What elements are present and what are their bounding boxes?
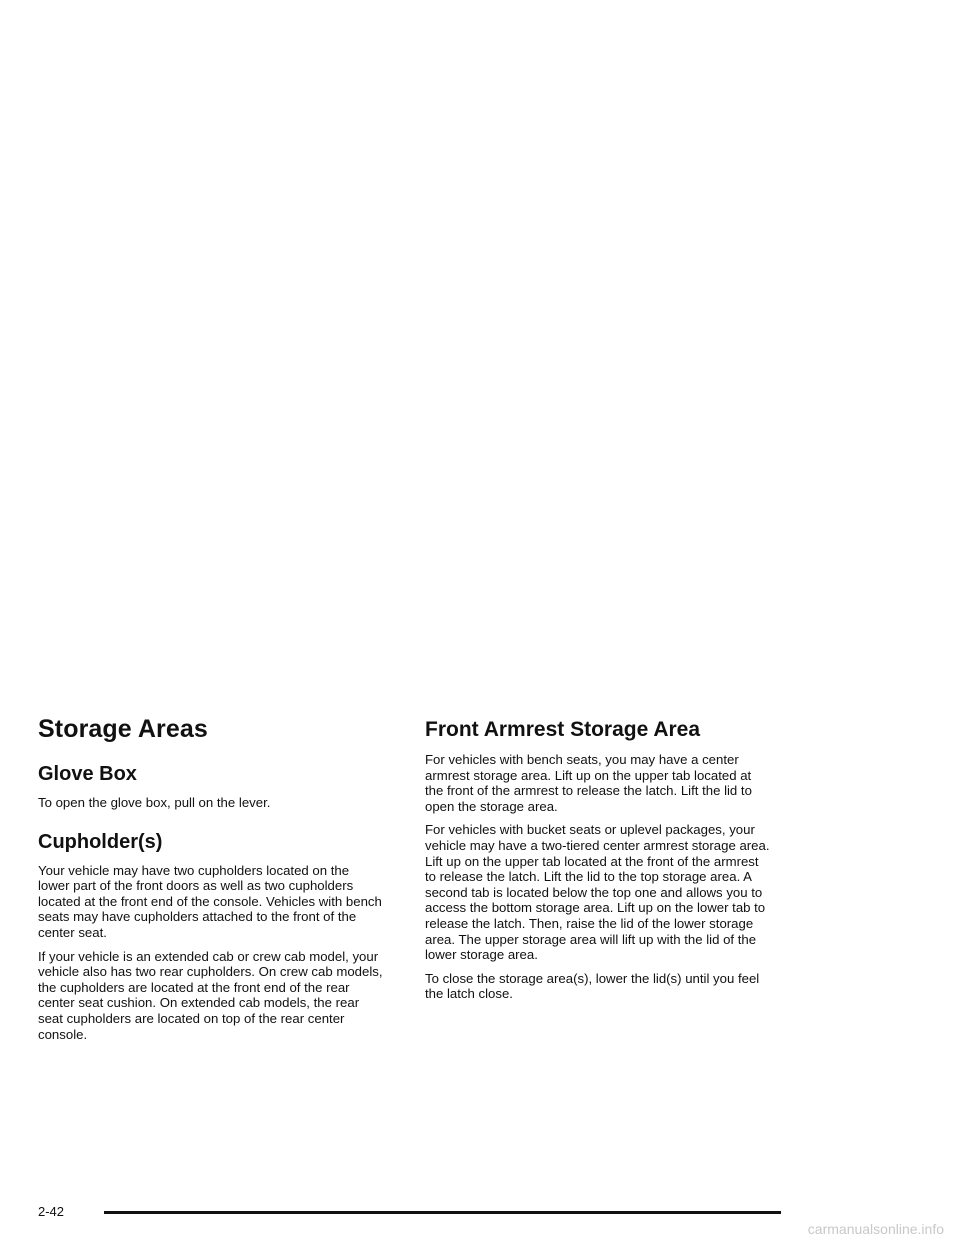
- armrest-heading: Front Armrest Storage Area: [425, 718, 701, 741]
- watermark: carmanualsonline.info: [807, 1221, 944, 1237]
- armrest-paragraph-1: For vehicles with bench seats, you may have a center armrest storage area. Lift up on the upper tab located at the front of the armrest to release the latch. Lift the lid to open the storage area.: [425, 752, 752, 814]
- left-column: [38, 714, 383, 1050]
- footer-rule: [104, 1211, 781, 1214]
- glove-box-paragraph: To open the glove box, pull on the lever.: [38, 795, 271, 810]
- page-number: 2-42: [38, 1204, 65, 1219]
- cupholders-heading: Cupholder(s): [38, 830, 163, 853]
- armrest-paragraph-2: For vehicles with bucket seats or uplevel packages, your vehicle may have a two-tiered center armrest storage area. Lift up on the upper tab located at the front of the armrest to release the latch. Lift the lid to the top storage area. A second tab is located below the top one and allows you to access the bottom storage area. Lift up on the lower tab to release the latch. Then, raise the lid of the lower storage area. The upper storage area will lift up with the lid of the lower storage area.: [425, 822, 770, 963]
- page-title: Storage Areas: [38, 715, 208, 743]
- armrest-paragraph-3: To close the storage area(s), lower the lid(s) until you feel the latch close.: [425, 970, 760, 1002]
- cupholders-paragraph-2: If your vehicle is an extended cab or crew cab model, your vehicle also has two rear cupholders. On crew cab models, the cupholders are located at the front end of the rear center seat cushion. On extended cab models, the rear seat cupholders are located on top of the rear center console.: [38, 948, 383, 1042]
- cupholders-paragraph-1: Your vehicle may have two cupholders located on the lower part of the front doors as well as two cupholders located at the front end of the console. Vehicles with bench seats may have cupholders attached to the front of the center seat.: [38, 862, 382, 940]
- glove-box-heading: Glove Box: [38, 763, 137, 785]
- right-column: [425, 718, 770, 1010]
